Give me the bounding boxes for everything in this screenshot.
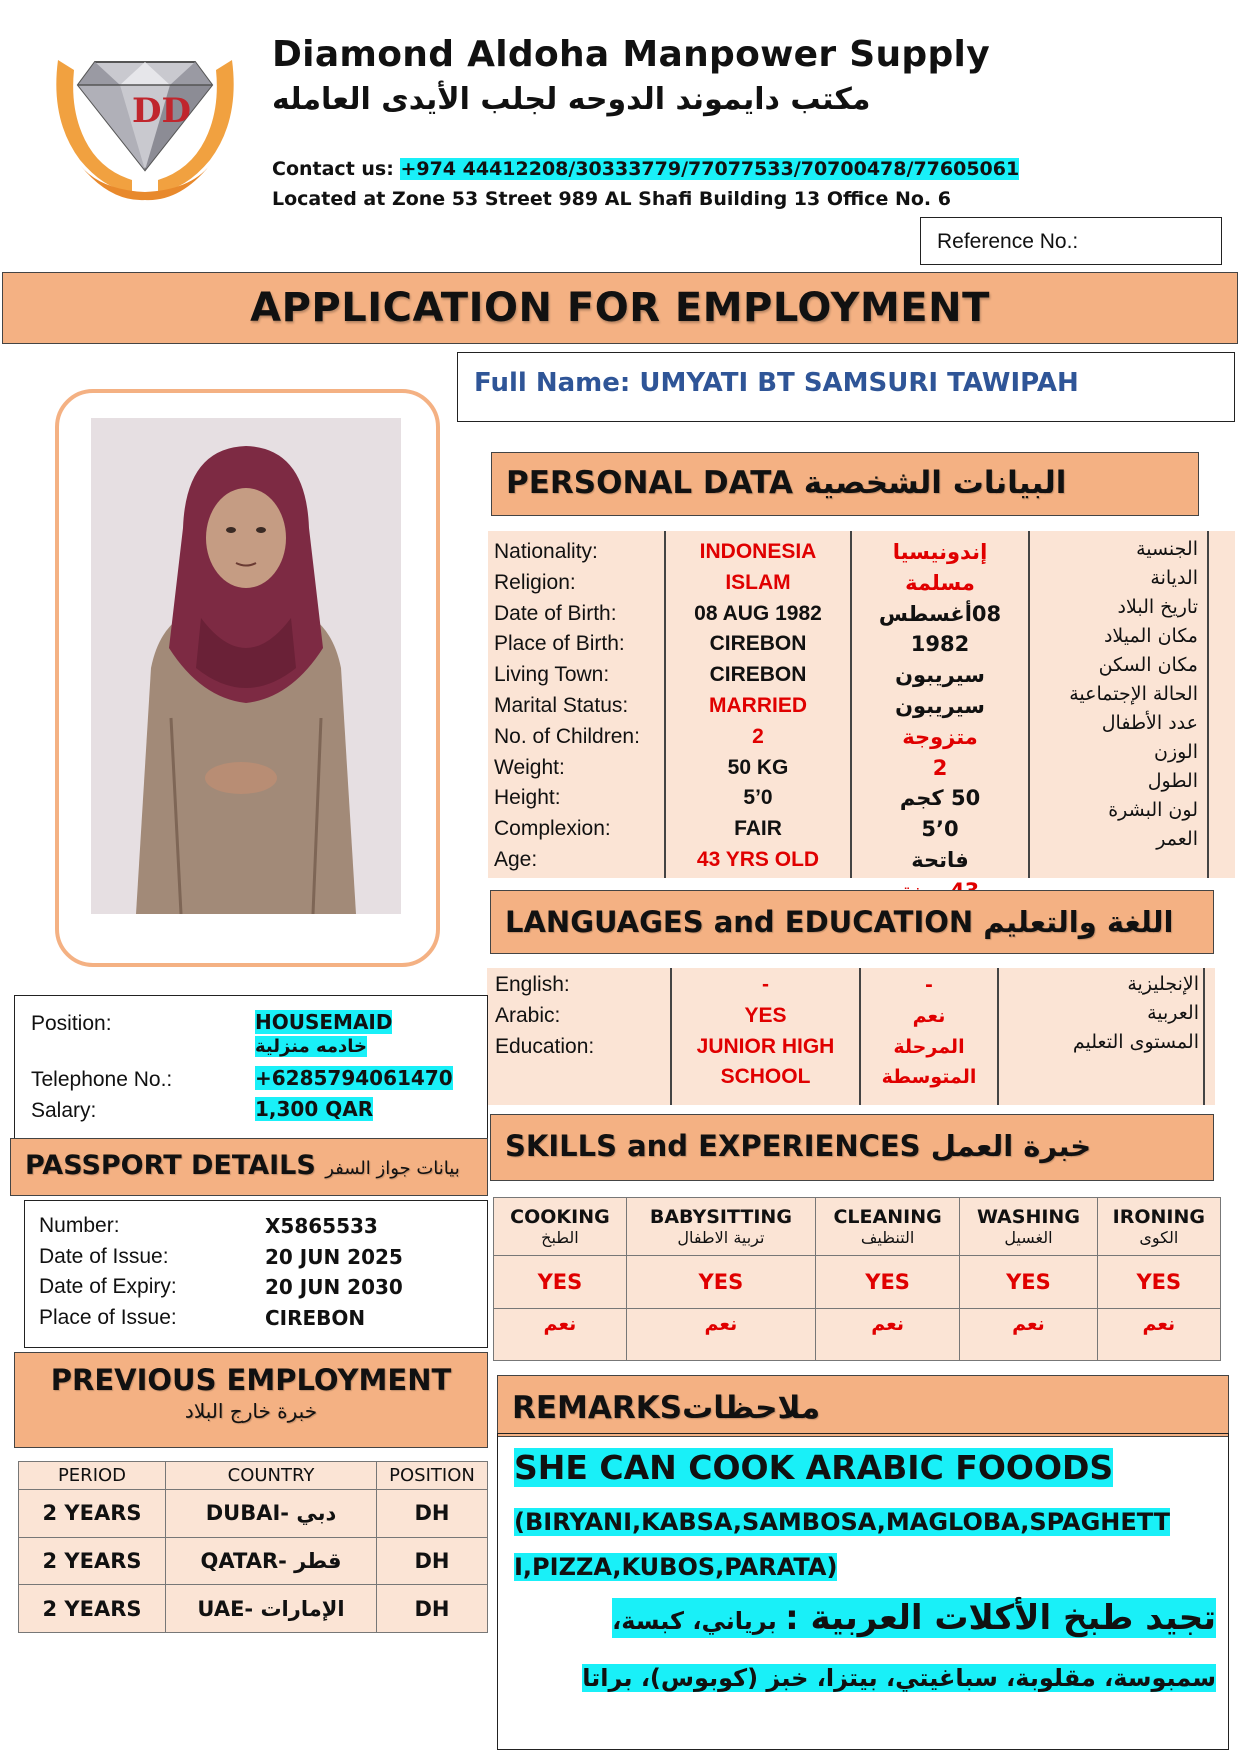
- label-education: Education:: [495, 1034, 595, 1058]
- remarks-line-2: (BIRYANI,KABSA,SAMBOSA,MAGLOBA,SPAGHETT: [514, 1508, 1171, 1536]
- skill-cooking-yes-ar: نعم: [494, 1309, 627, 1361]
- label-ar-living-town: مكان السكن: [1098, 654, 1198, 676]
- remarks-line-4-bold: تجيد طبخ الأكلات العربية :: [785, 1598, 1216, 1638]
- value-ar-dob: 08أغسطس 1982: [878, 601, 1002, 657]
- company-name-en: Diamond Aldoha Manpower Supply: [272, 34, 990, 75]
- skill-washing-yes: YES: [960, 1255, 1097, 1309]
- passport-labels: [39, 1211, 177, 1333]
- office-location: Located at Zone 53 Street 989 AL Shafi Building 13 Office No. 6: [272, 188, 951, 210]
- label-ar-weight: الوزن: [1153, 741, 1198, 763]
- skills-header: [490, 1114, 1214, 1181]
- previous-row: [19, 1537, 488, 1585]
- label-pob: Place of Birth:: [494, 632, 625, 656]
- skill-ironing-yes: YES: [1097, 1255, 1220, 1309]
- skill-babysitting: BABYSITTING تربية الاطفال: [626, 1198, 815, 1256]
- skills-table: [493, 1197, 1221, 1361]
- value-children: 2: [752, 724, 764, 748]
- value-ar-children: 2: [932, 755, 948, 780]
- label-ar-pob: مكان الميلاد: [1103, 625, 1198, 647]
- company-logo: [40, 30, 250, 215]
- remarks-header-ar: ملاحظات: [682, 1390, 821, 1426]
- value-education-2: SCHOOL: [720, 1065, 811, 1089]
- label-nationality: Nationality:: [494, 540, 598, 563]
- value-ar-nationality: إندونيسيا: [892, 540, 988, 564]
- passport-issue-label: Date of Issue:: [39, 1244, 169, 1268]
- remarks-line-4-rest: برياني، كبسة،: [612, 1607, 786, 1635]
- value-height: 5’0: [743, 786, 773, 810]
- contact-line: [272, 158, 1019, 180]
- previous-employment-header: [14, 1352, 488, 1448]
- skills-header-ar: خبرة العمل: [930, 1129, 1092, 1163]
- prev-country: QATAR- قطر: [166, 1537, 377, 1585]
- personal-labels-en: [494, 537, 662, 876]
- value-arabic: YES: [744, 1003, 787, 1027]
- skills-yes-row: [494, 1255, 1221, 1309]
- label-age: Age:: [494, 847, 538, 871]
- value-ar-weight: 50 كجم: [899, 786, 981, 811]
- value-ar-complexion: فاتحة: [911, 847, 969, 872]
- label-weight: Weight:: [494, 755, 565, 779]
- value-age: 43 YRS OLD: [696, 847, 820, 871]
- lang-labels-en: [495, 970, 594, 1062]
- contact-numbers: +974 44412208/30333779/77077533/70700478/77605061: [400, 158, 1020, 180]
- salary-value: 1,300 QAR: [255, 1097, 374, 1121]
- remarks-line-4: [612, 1598, 1216, 1638]
- value-marital-status: MARRIED: [709, 693, 807, 717]
- languages-header-ar: اللغة والتعليم: [983, 905, 1174, 939]
- col-country: COUNTRY: [166, 1462, 377, 1490]
- value-dob: 08 AUG 1982: [694, 601, 822, 625]
- prev-period: 2 YEARS: [19, 1585, 166, 1633]
- telephone-label: Telephone No.:: [31, 1068, 173, 1091]
- value-ar-height: 5’0: [921, 817, 959, 842]
- personal-data-header-en: PERSONAL DATA: [506, 465, 793, 501]
- value-ar-living-town: سيريبون: [895, 693, 985, 718]
- prev-position: DH: [377, 1537, 488, 1585]
- col-period: PERIOD: [19, 1462, 166, 1490]
- skills-yes-ar-row: [494, 1309, 1221, 1361]
- page-title: APPLICATION FOR EMPLOYMENT: [2, 272, 1238, 344]
- passport-header-ar: بيانات جواز السفر: [325, 1158, 460, 1179]
- prev-position: DH: [377, 1585, 488, 1633]
- reference-number-box: Reference No.:: [920, 217, 1222, 265]
- contact-label: Contact us:: [272, 158, 401, 180]
- label-living-town: Living Town:: [494, 663, 610, 687]
- value-english: -: [762, 973, 769, 996]
- skill-ironing-yes-ar: نعم: [1097, 1309, 1220, 1361]
- label-dob: Date of Birth:: [494, 601, 617, 625]
- languages-header: [490, 890, 1214, 954]
- passport-number-label: Number:: [39, 1214, 120, 1237]
- personal-values-ar: [852, 537, 1028, 907]
- skill-babysitting-yes: YES: [626, 1255, 815, 1309]
- previous-row: [19, 1585, 488, 1633]
- applicant-photo: [91, 418, 401, 914]
- personal-data-header-ar: البيانات الشخصية: [803, 465, 1067, 501]
- passport-place-label: Place of Issue:: [39, 1305, 177, 1329]
- label-complexion: Complexion:: [494, 817, 611, 841]
- value-living-town: CIREBON: [709, 663, 807, 687]
- passport-header-en: PASSPORT DETAILS: [25, 1150, 316, 1181]
- position-value-ar: خادمه منزلية: [255, 1036, 368, 1057]
- personal-labels-ar: [1030, 535, 1198, 854]
- value-weight: 50 KG: [727, 755, 789, 779]
- passport-expiry-label: Date of Expiry:: [39, 1275, 177, 1298]
- remarks-line-3: I,PIZZA,KUBOS,PARATA): [514, 1553, 838, 1581]
- value-ar-religion: مسلمة: [905, 570, 975, 595]
- skill-cooking-yes: YES: [494, 1255, 627, 1309]
- label-ar-religion: الديانة: [1150, 567, 1198, 589]
- languages-table: [487, 968, 1215, 1105]
- prev-period: 2 YEARS: [19, 1537, 166, 1585]
- telephone-value: +6285794061470: [255, 1066, 453, 1090]
- label-height: Height:: [494, 786, 561, 810]
- label-religion: Religion:: [494, 570, 576, 594]
- previous-header-ar: خبرة خارج البلاد: [184, 1399, 318, 1423]
- company-name-ar: مكتب دايموند الدوحه لجلب الأيدى العامله: [272, 82, 871, 117]
- position-label: Position:: [31, 1012, 112, 1035]
- salary-label: Salary:: [31, 1099, 97, 1122]
- label-arabic: Arabic:: [495, 1003, 561, 1027]
- value-ar-english: -: [925, 974, 933, 996]
- label-ar-dob: تاريخ البلاد: [1117, 596, 1198, 618]
- value-ar-marital-status: متزوجة: [902, 724, 978, 749]
- passport-box: [24, 1200, 488, 1348]
- lang-values-en: [672, 970, 859, 1093]
- value-ar-education-2: المتوسطة: [881, 1066, 977, 1089]
- previous-header-row: [19, 1462, 488, 1490]
- skill-cleaning-yes-ar: نعم: [815, 1309, 959, 1361]
- position-value: HOUSEMAID: [255, 1010, 393, 1034]
- prev-period: 2 YEARS: [19, 1490, 166, 1538]
- passport-place-value: CIREBON: [265, 1305, 366, 1330]
- skill-cleaning-yes: YES: [815, 1255, 959, 1309]
- value-pob: CIREBON: [709, 632, 807, 656]
- label-ar-arabic: العربية: [1147, 1002, 1199, 1024]
- full-name: Full Name: UMYATI BT SAMSURI TAWIPAH: [457, 352, 1235, 422]
- previous-employment-table: [18, 1461, 488, 1633]
- passport-issue-value: 20 JUN 2025: [265, 1244, 403, 1269]
- skill-ironing: IRONING الكوى: [1097, 1198, 1220, 1256]
- passport-values: [265, 1211, 403, 1333]
- remarks-line-1: SHE CAN COOK ARABIC FOOODS: [514, 1448, 1114, 1487]
- value-education-1: JUNIOR HIGH: [696, 1034, 835, 1058]
- value-religion: ISLAM: [725, 570, 791, 594]
- label-ar-marital-status: الحالة الإجتماعية: [1069, 683, 1198, 705]
- passport-header: [10, 1138, 488, 1196]
- logo-letters: DD: [132, 91, 191, 131]
- label-ar-education: المستوى التعليم: [1072, 1031, 1199, 1053]
- remarks-line-5: سمبوسة، مقلوبة، سباغيتي، بيتزا، خبز (كوبوس)، براتا: [582, 1664, 1216, 1692]
- label-english: English:: [495, 973, 570, 996]
- col-position: POSITION: [377, 1462, 488, 1490]
- skill-cooking: COOKING الطبخ: [494, 1198, 627, 1256]
- skill-babysitting-yes-ar: نعم: [626, 1309, 815, 1361]
- label-ar-age: العمر: [1156, 828, 1198, 850]
- lang-values-ar: [861, 970, 997, 1093]
- languages-header-en: LANGUAGES and EDUCATION: [505, 905, 974, 939]
- label-ar-height: الطول: [1147, 770, 1198, 792]
- value-nationality: INDONESIA: [699, 540, 817, 563]
- position-box: [14, 995, 488, 1143]
- skills-header-en: SKILLS and EXPERIENCES: [505, 1129, 921, 1163]
- passport-number-value: X5865533: [265, 1214, 378, 1238]
- skill-washing: WASHING الغسيل: [960, 1198, 1097, 1256]
- prev-country: UAE- الإمارات: [166, 1585, 377, 1633]
- personal-values-en: [666, 537, 850, 876]
- label-ar-complexion: لون البشرة: [1108, 799, 1198, 821]
- skills-names-row: [494, 1198, 1221, 1256]
- lang-labels-ar: [999, 970, 1199, 1057]
- label-ar-children: عدد الأطفال: [1101, 712, 1198, 734]
- passport-expiry-value: 20 JUN 2030: [265, 1275, 403, 1299]
- prev-position: DH: [377, 1490, 488, 1538]
- label-ar-nationality: الجنسية: [1136, 538, 1198, 560]
- remarks-header: [497, 1375, 1229, 1437]
- skill-cleaning: CLEANING التنظيف: [815, 1198, 959, 1256]
- value-ar-pob: سيريبون: [895, 663, 985, 688]
- value-ar-education-1: المرحلة: [893, 1035, 965, 1058]
- value-ar-arabic: نعم: [912, 1004, 946, 1027]
- previous-row: [19, 1490, 488, 1538]
- label-children: No. of Children:: [494, 724, 640, 748]
- personal-data-header: [491, 452, 1199, 516]
- prev-country: DUBAI- دبي: [166, 1490, 377, 1538]
- label-marital-status: Marital Status:: [494, 693, 629, 717]
- label-ar-english: الإنجليزية: [1127, 973, 1199, 995]
- remarks-header-en: REMARKS: [512, 1390, 683, 1426]
- skill-washing-yes-ar: نعم: [960, 1309, 1097, 1361]
- value-complexion: FAIR: [734, 817, 782, 841]
- personal-data-table: [488, 531, 1235, 878]
- remarks-box: [497, 1433, 1229, 1750]
- previous-header-en: PREVIOUS EMPLOYMENT: [50, 1363, 452, 1397]
